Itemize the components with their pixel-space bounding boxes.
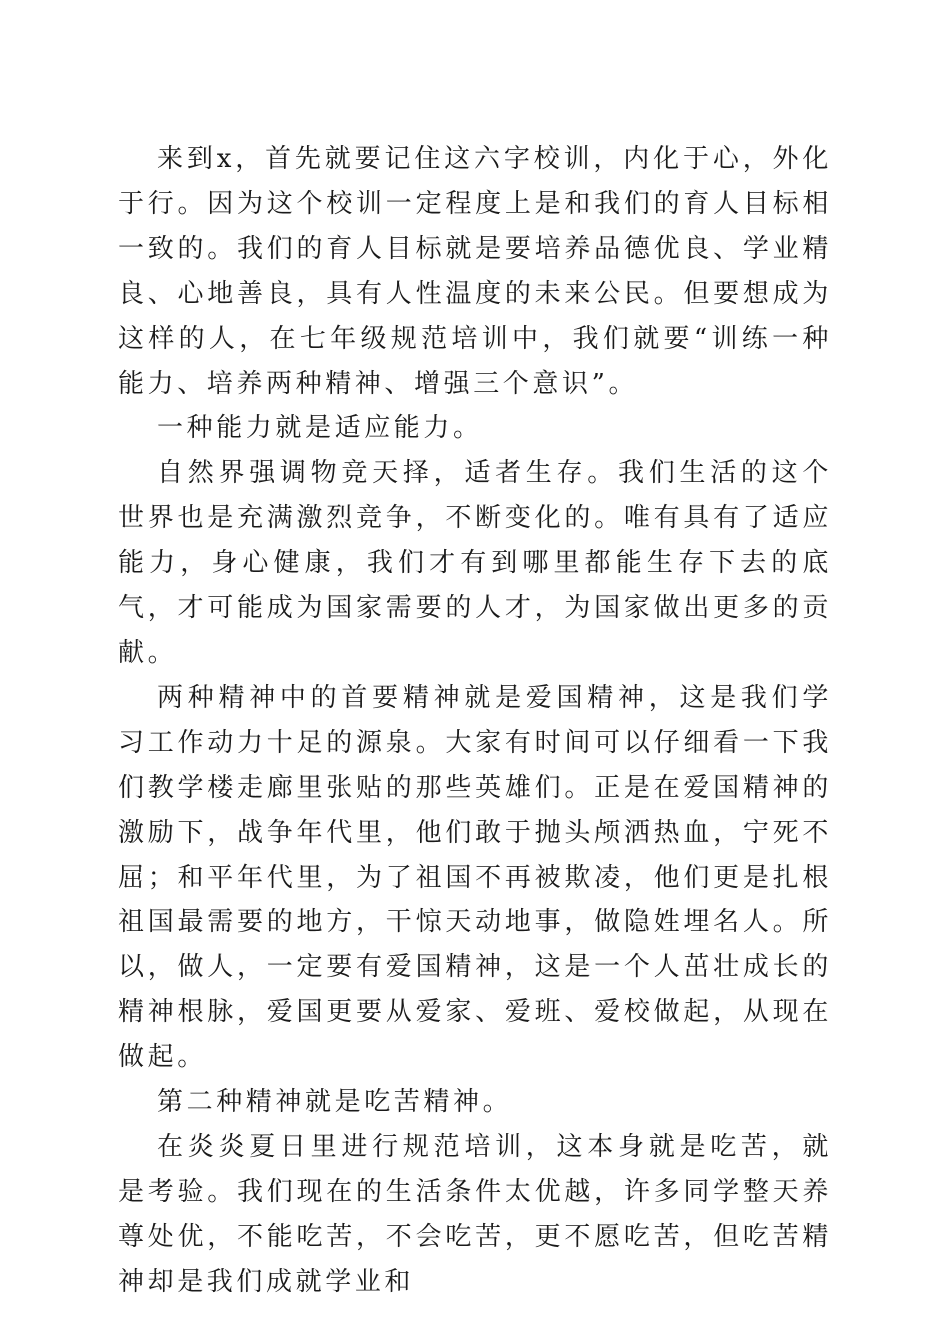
paragraph-patriotism: 两种精神中的首要精神就是爱国精神，这是我们学习工作动力十足的源泉。大家有时间可以仔细看一下我们教学楼走廊里张贴的那些英雄们。正是在爱国精神的激励下，战争年代里，他们敢于抛头颅洒热血，宁死不屈；和平年代里，为了祖国不再被欺凌，他们更是扎根祖国最需要的地方，干惊天动地事，做隐姓埋名人。所以，做人，一定要有爱国精神，这是一个人茁壮成长的精神根脉，爱国更要从爱家、爱班、爱校做起，从现在做起。: [118, 682, 832, 1073]
paragraph-school-motto: 来到x，首先就要记住这六字校训，内化于心，外化于行。因为这个校训一定程度上是和我们的育人目标相一致的。我们的育人目标就是要培养品德优良、学业精良、心地善良，具有人性温度的未来公民。但要想成为这样的人，在七年级规范培训中，我们就要“训练一种能力、培养两种精神、增强三个意识”。: [118, 144, 832, 399]
paragraph-hardship-heading: 第二种精神就是吃苦精神。: [157, 1087, 513, 1118]
paragraph-adaptability: 自然界强调物竞天择，适者生存。我们生活的这个世界也是充满激烈竞争，不断变化的。唯有具有了适应能力，身心健康，我们才有到哪里都能生存下去的底气，才可能成为国家需要的人才，为国家做出更多的贡献。: [118, 458, 832, 668]
paragraph-hardship: 在炎炎夏日里进行规范培训，这本身就是吃苦，就是考验。我们现在的生活条件太优越，许多同学整天养尊处优，不能吃苦，不会吃苦，更不愿吃苦，但吃苦精神却是我们成就学业和: [118, 1131, 832, 1297]
paragraph-adaptability-heading: 一种能力就是适应能力。: [157, 413, 483, 444]
document-body: [118, 137, 832, 1305]
